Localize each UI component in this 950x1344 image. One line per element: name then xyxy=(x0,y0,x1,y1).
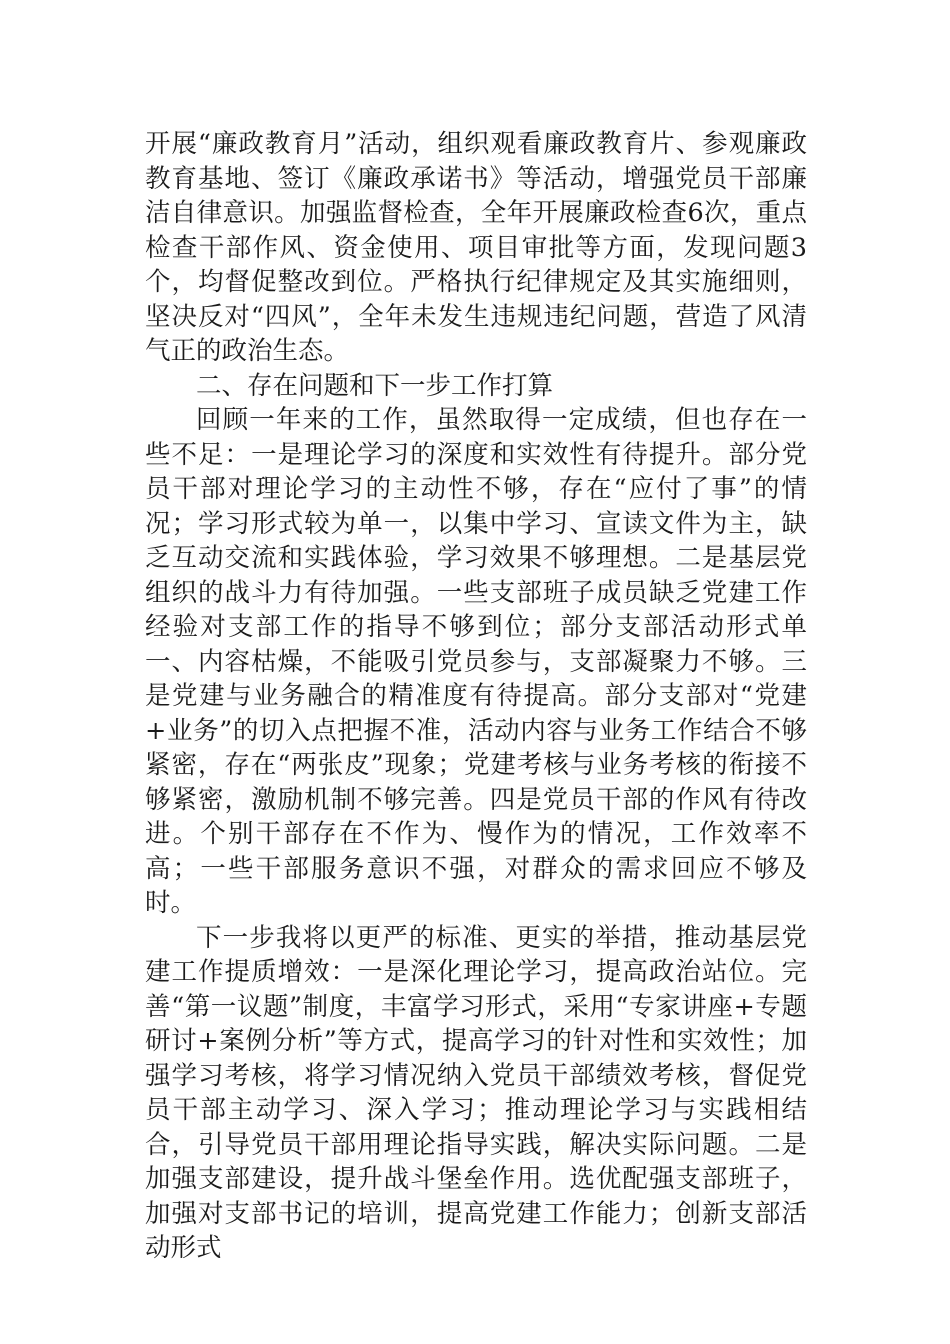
paragraph-integrity-education: 开展“廉政教育月”活动，组织观看廉政教育片、参观廉政教育基地、签订《廉政承诺书》等活动，增强党员干部廉洁自律意识。加强监督检查，全年开展廉政检查6次，重点检查干部作风、资金使用、项目审批等方面，发现问题3个，均督促整改到位。严格执行纪律规定及其实施细则，坚决反对“四风”，全年未发生违规违纪问题，营造了风清气正的政治生态。 xyxy=(145,129,807,366)
document-body xyxy=(145,127,807,1266)
section-heading-problems-and-plans: 二、存在问题和下一步工作打算 xyxy=(196,370,554,401)
paragraph-next-steps: 下一步我将以更严的标准、更实的举措，推动基层党建工作提质增效：一是深化理论学习，提高政治站位。完善“第一议题”制度，丰富学习形式，采用“专家讲座+专题研讨+案例分析”等方式，提高学习的针对性和实效性；加强学习考核，将学习情况纳入党员干部绩效考核，督促党员干部主动学习、深入学习；推动理论学习与实践相结合，引导党员干部用理论指导实践，解决实际问题。二是加强支部建设，提升战斗堡垒作用。选优配强支部班子，加强对支部书记的培训，提高党建工作能力；创新支部活动形式 xyxy=(145,922,807,1263)
paragraph-existing-problems: 回顾一年来的工作，虽然取得一定成绩，但也存在一些不足：一是理论学习的深度和实效性有待提升。部分党员干部对理论学习的主动性不够，存在“应付了事”的情况；学习形式较为单一，以集中学习、宣读文件为主，缺乏互动交流和实践体验，学习效果不够理想。二是基层党组织的战斗力有待加强。一些支部班子成员缺乏党建工作经验对支部工作的指导不够到位；部分支部活动形式单一、内容枯燥，不能吸引党员参与，支部凝聚力不够。三是党建与业务融合的精准度有待提高。部分支部对“党建+业务”的切入点把握不准，活动内容与业务工作结合不够紧密，存在“两张皮”现象；党建考核与业务考核的衔接不够紧密，激励机制不够完善。四是党员干部的作风有待改进。个别干部存在不作为、慢作为的情况，工作效率不高；一些干部服务意识不强，对群众的需求回应不够及时。 xyxy=(145,405,807,918)
